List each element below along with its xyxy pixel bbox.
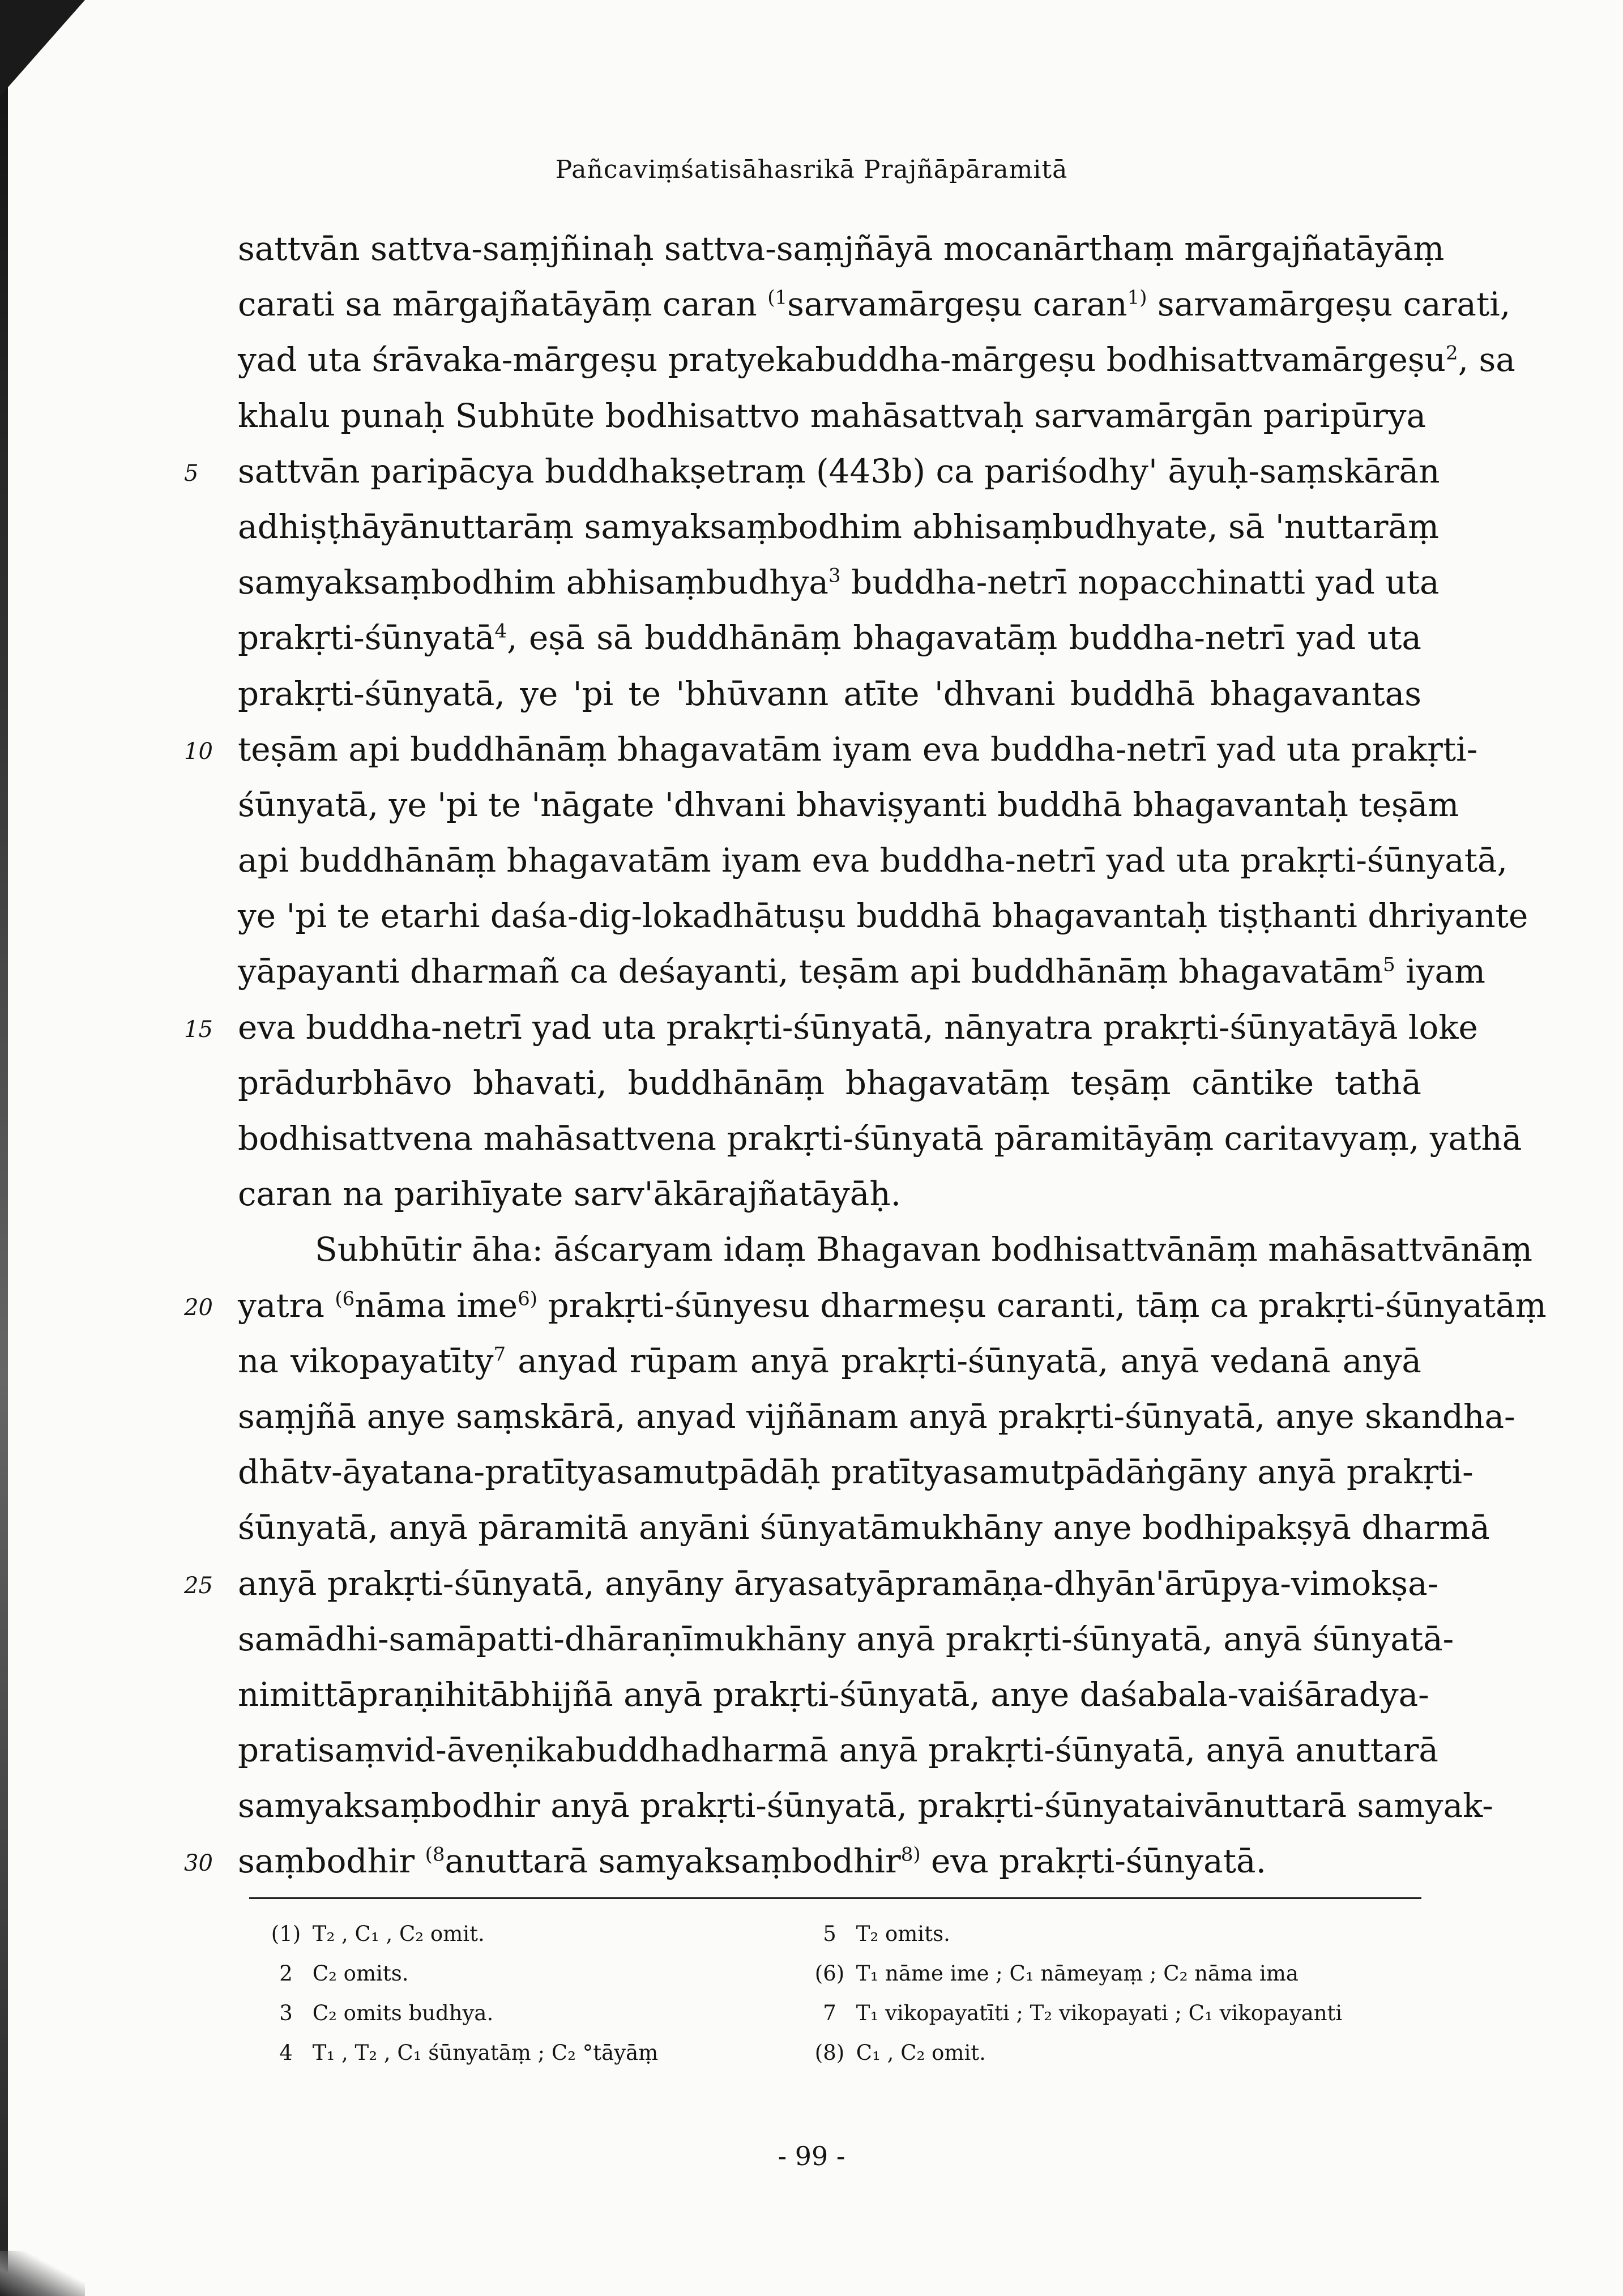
text-line <box>184 1000 1478 1055</box>
page-number: - 99 - <box>778 2141 845 2171</box>
text-line <box>238 944 1486 999</box>
text-segment: bodhisattvena mahāsattvena prakṛti-śūnyatā pāramitāyāṃ caritavyaṃ, yathā <box>238 1119 1522 1158</box>
footnote-mark: 5 <box>823 1922 836 1946</box>
text-line <box>238 1667 1429 1722</box>
text-segment: eva buddha-netrī yad uta prakṛti-śūnyatā, nānyatra prakṛti-śūnyatāyā loke <box>238 1008 1478 1047</box>
text-segment: prādurbhāvo bhavati, buddhānāṃ bhagavatāṃ teṣāṃ cāntike tathā <box>238 1063 1421 1102</box>
line-number: 10 <box>184 738 213 765</box>
text-segment: pratisaṃvid-āveṇikabuddhadharmā anyā prakṛti-śūnyatā, anyā anuttarā <box>238 1731 1439 1770</box>
note-reference: 1) <box>1127 286 1147 309</box>
footnote-text: T₂ omits. <box>849 1922 950 1946</box>
note-reference: (6 <box>335 1287 355 1311</box>
footnote-rule <box>249 1897 1421 1899</box>
footnote-mark: 4 <box>279 2041 293 2065</box>
note-reference: 3 <box>828 564 841 587</box>
text-line <box>238 1778 1493 1833</box>
text-line <box>238 888 1528 944</box>
text-segment: anyad rūpam anyā prakṛti-śūnyatā, anyā vedanā anyā <box>506 1341 1421 1380</box>
text-segment: saṃjñā anye saṃskārā, anyad vijñānam anyā prakṛti-śūnyatā, anye skandha- <box>238 1397 1515 1436</box>
text-segment: nimittāpraṇihitābhijñā anyā prakṛti-śūnyatā, anye daśabala-vaiśāradya- <box>238 1675 1429 1714</box>
footnote <box>266 1914 485 1954</box>
text-line <box>238 221 1445 276</box>
text-segment: dhātv-āyatana-pratītyasamutpādāḥ pratītyasamutpādāṅgāny anyā prakṛti- <box>238 1453 1473 1492</box>
text-segment: adhiṣṭhāyānuttarāṃ samyaksaṃbodhim abhisaṃbudhyate, sā 'nuttarāṃ <box>238 507 1439 546</box>
text-segment: samādhi-samāpatti-dhāraṇīmukhāny anyā prakṛti-śūnyatā, anyā śūnyatā- <box>238 1619 1454 1658</box>
text-segment: samyaksaṃbodhir anyā prakṛti-śūnyatā, prakṛti-śūnyataivānuttarā samyak- <box>238 1786 1493 1825</box>
text-line <box>238 1611 1454 1667</box>
text-segment: iyam <box>1395 952 1486 991</box>
text-line <box>184 1278 1547 1333</box>
text-segment: samyaksaṃbodhim abhisaṃbudhya <box>238 563 828 602</box>
footnote-mark: (1) <box>271 1922 301 1946</box>
text-segment: buddha-netrī nopacchinatti yad uta <box>840 563 1440 602</box>
footnote-text: T₁ vikopayatīti ; T₂ vikopayati ; C₁ vikopayanti <box>849 2001 1343 2025</box>
note-reference: 2 <box>1446 342 1458 365</box>
note-reference: 5 <box>1383 954 1395 977</box>
text-line <box>238 1500 1490 1555</box>
text-segment: khalu punaḥ Subhūte bodhisattvo mahāsattvaḥ sarvamārgān paripūrya <box>238 396 1426 435</box>
footnote <box>266 1994 493 2033</box>
line-number: 30 <box>184 1850 213 1877</box>
note-reference: 4 <box>494 620 507 643</box>
text-segment: teṣām api buddhānāṃ bhagavatām iyam eva buddha-netrī yad uta prakṛti- <box>238 729 1478 769</box>
main-text <box>184 221 1547 1889</box>
note-reference: 8) <box>900 1843 921 1867</box>
text-segment: sattvān sattva-saṃjñinaḥ sattva-saṃjñāyā mocanārthaṃ mārgajñatāyāṃ <box>238 229 1445 268</box>
text-line <box>238 833 1508 888</box>
text-segment: api buddhānāṃ bhagavatām iyam eva buddha-netrī yad uta prakṛti-śūnyatā, <box>238 841 1508 880</box>
scan-binding-edge <box>0 0 8 2296</box>
note-reference: 6) <box>518 1287 538 1311</box>
text-segment: caran na parihīyate sarv'ākārajñatāyāḥ. <box>238 1175 902 1214</box>
line-number: 5 <box>184 460 199 486</box>
text-segment: , sa <box>1458 340 1515 379</box>
text-line <box>238 1055 1421 1111</box>
text-segment: saṃbodhir <box>238 1842 425 1881</box>
text-segment: śūnyatā, ye 'pi te 'nāgate 'dhvani bhaviṣyanti buddhā bhagavantaḥ teṣām <box>238 785 1459 824</box>
note-reference: (1 <box>767 286 788 309</box>
text-line <box>238 1222 1532 1277</box>
text-line <box>238 554 1440 610</box>
text-segment: yatra <box>238 1286 335 1325</box>
footnote <box>810 2033 986 2073</box>
text-line <box>184 1833 1421 1889</box>
text-segment: ye 'pi te etarhi daśa-dig-lokadhātuṣu buddhā bhagavantaḥ tiṣṭhanti dhriyante <box>238 897 1528 936</box>
footnote <box>810 1994 1342 2033</box>
text-line <box>184 1556 1439 1611</box>
text-line <box>238 332 1515 387</box>
footnote-text: C₂ omits. <box>306 1961 409 1986</box>
footnote <box>810 1954 1299 1994</box>
footnote-mark: 3 <box>279 2001 293 2025</box>
text-line <box>238 666 1421 722</box>
line-number: 20 <box>184 1294 213 1321</box>
text-line <box>238 1166 1421 1222</box>
footnote-text: C₂ omits budhya. <box>306 2001 494 2025</box>
text-line <box>238 1111 1522 1166</box>
text-segment: eva prakṛti-śūnyatā. <box>920 1842 1267 1881</box>
text-segment: sarvamārgeṣu caran <box>787 285 1127 324</box>
text-line <box>238 610 1421 665</box>
text-segment: anuttarā samyaksaṃbodhir <box>445 1842 901 1881</box>
text-line <box>184 443 1440 499</box>
footnote-text: T₁ nāme ime ; C₁ nāmeyaṃ ; C₂ nāma ima <box>849 1961 1299 1986</box>
footnote-mark: (6) <box>814 1961 845 1986</box>
text-segment: , eṣā sā buddhānāṃ bhagavatāṃ buddha-netrī yad uta <box>507 618 1421 658</box>
text-line <box>238 1444 1473 1500</box>
footnote-text: T₂ , C₁ , C₂ omit. <box>306 1922 485 1946</box>
text-segment: yāpayanti dharmañ ca deśayanti, teṣām api buddhānāṃ bhagavatām <box>238 952 1383 991</box>
text-line <box>238 499 1439 554</box>
text-segment: prakṛti-śūnyatā <box>238 618 495 658</box>
running-header: Pañcaviṃśatisāhasrikā Prajñāpāramitā <box>555 155 1068 184</box>
line-number: 15 <box>184 1016 213 1043</box>
footnote-mark: (8) <box>814 2041 845 2065</box>
note-reference: 7 <box>493 1343 506 1366</box>
text-segment: carati sa mārgajñatāyāṃ caran <box>238 285 768 324</box>
text-segment: sattvān paripācya buddhakṣetraṃ (443b) ca pariśodhy' āyuḥ-saṃskārān <box>238 451 1440 490</box>
text-segment: prakṛti-śūnyesu dharmeṣu caranti, tāṃ ca prakṛti-śūnyatāṃ <box>537 1286 1547 1325</box>
footnote-text: T₁ , T₂ , C₁ śūnyatāṃ ; C₂ °tāyāṃ <box>306 2041 659 2065</box>
text-line <box>238 1333 1421 1389</box>
text-line <box>238 1722 1439 1778</box>
text-line <box>238 1389 1515 1444</box>
text-line <box>238 388 1426 443</box>
text-line <box>184 722 1478 777</box>
footnote <box>810 1914 950 1954</box>
footnote <box>266 2033 658 2073</box>
text-segment: śūnyatā, anyā pāramitā anyāni śūnyatāmukhāny anye bodhipakṣyā dharmā <box>238 1508 1490 1547</box>
text-segment: prakṛti-śūnyatā, ye 'pi te 'bhūvann atīte 'dhvani buddhā bhagavantas <box>238 674 1421 713</box>
text-segment: Subhūtir āha: āścaryam idaṃ Bhagavan bodhisattvānāṃ mahāsattvānāṃ <box>315 1230 1532 1269</box>
text-line <box>238 276 1511 332</box>
text-segment: sarvamārgeṣu carati, <box>1147 285 1511 324</box>
footnote <box>266 1954 408 1994</box>
note-reference: (8 <box>425 1843 445 1867</box>
footnote-text: C₁ , C₂ omit. <box>849 2041 986 2065</box>
text-segment: yad uta śrāvaka-mārgeṣu pratyekabuddha-mārgeṣu bodhisattvamārgeṣu <box>238 340 1446 379</box>
text-segment: anyā prakṛti-śūnyatā, anyāny āryasatyāpramāṇa-dhyān'ārūpya-vimokṣa- <box>238 1564 1439 1603</box>
footnote-mark: 2 <box>279 1961 293 1986</box>
line-number: 25 <box>184 1572 213 1599</box>
scan-bottom-shadow <box>0 2251 85 2296</box>
text-line <box>238 777 1459 833</box>
text-segment: nāma ime <box>355 1286 518 1325</box>
scan-corner-shadow <box>0 0 85 96</box>
text-segment: na vikopayatīty <box>238 1341 494 1380</box>
footnote-mark: 7 <box>823 2001 836 2025</box>
